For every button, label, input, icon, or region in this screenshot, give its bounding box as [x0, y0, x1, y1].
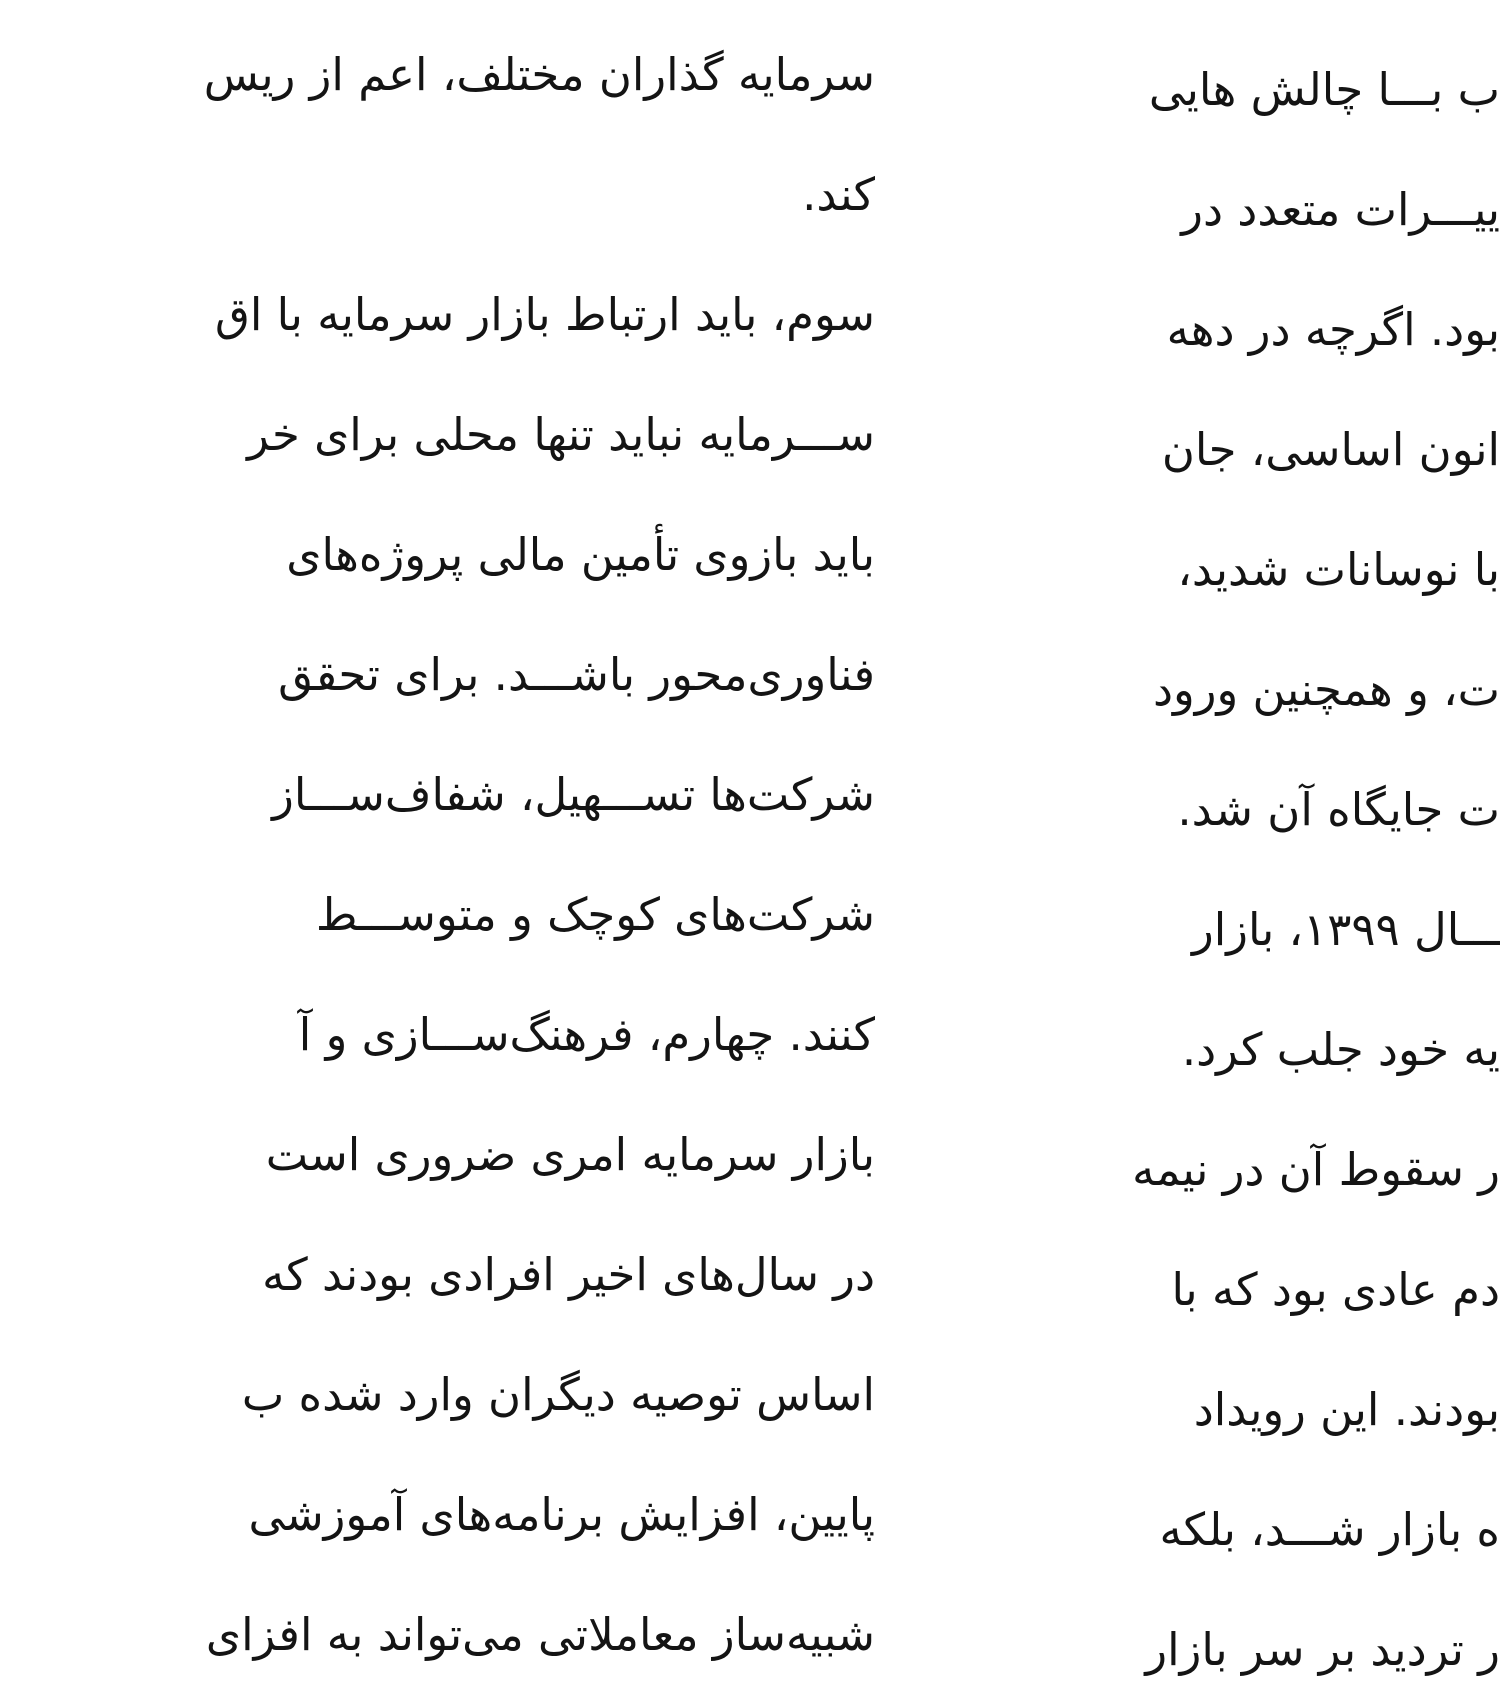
right-line-1: ب بـــا چالش هایی: [1148, 63, 1500, 116]
right-line-12: بودند. این رویداد: [1193, 1383, 1500, 1436]
right-line-6: ت، و همچنین ورود: [1153, 663, 1500, 716]
right-line-3: بود. اگرچه در دهه: [1166, 303, 1500, 356]
left-line-5: باید بازوی تأمین مالی پروژه‌های: [286, 528, 875, 581]
right-line-8: ـــال ۱۳۹۹، بازار: [1192, 903, 1500, 956]
left-line-13: پایین، افزایش برنامه‌های آموزشی: [248, 1488, 875, 1541]
right-line-4: انون اساسی، جان: [1161, 423, 1500, 476]
right-line-9: یه خود جلب کرد.: [1181, 1023, 1500, 1076]
right-line-14: ر تردید بر سر بازار: [1145, 1623, 1500, 1676]
right-line-11: دم عادی بود که با: [1171, 1263, 1500, 1316]
left-line-7: شرکت‌ها تســـهیل، شفاف‌ســـاز: [272, 768, 875, 821]
right-line-13: ه بازار شـــد، بلکه: [1159, 1503, 1500, 1556]
left-line-11: در سال‌های اخیر افرادی بودند که: [262, 1248, 875, 1301]
left-line-10: بازار سرمایه امری ضروری است: [265, 1128, 875, 1181]
right-line-2: ییـــرات متعدد در: [1181, 183, 1500, 236]
left-line-14: شبیه‌ساز معاملاتی می‌تواند به افزای: [205, 1608, 875, 1661]
left-line-12: اساس توصیه دیگران وارد شده ب: [241, 1368, 875, 1421]
left-line-2: کند.: [802, 168, 875, 221]
left-line-4: ســـرمایه نباید تنها محلی برای خر: [247, 408, 875, 461]
left-line-6: فناوری‌محور باشـــد. برای تحقق: [278, 648, 875, 701]
right-line-7: ت جایگاه آن شد.: [1177, 783, 1500, 836]
left-line-3: سوم، باید ارتباط بازار سرمایه با اق: [214, 288, 875, 341]
left-line-8: شرکت‌های کوچک و متوســـط: [315, 888, 875, 941]
left-line-9: کنند. چهارم، فرهنگ‌ســـازی و آ: [298, 1008, 875, 1061]
right-text-column: [1020, 0, 1500, 1695]
left-line-1: سرمایه گذاران مختلف، اعم از ریس: [203, 48, 875, 101]
right-line-10: ر سقوط آن در نیمه: [1132, 1143, 1500, 1196]
right-line-5: با نوسانات شدید،: [1177, 543, 1500, 596]
